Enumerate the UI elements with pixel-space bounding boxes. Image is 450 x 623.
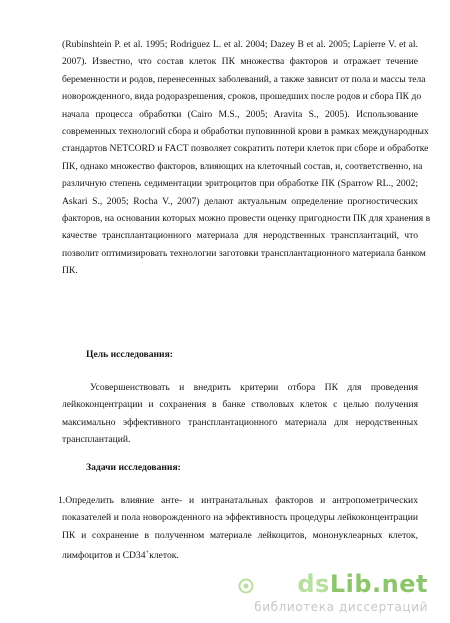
text-line: Askari S., 2005; Rocha V., 2007) делают актуальным определение прогностических (62, 195, 418, 207)
text-line: 2007). Известно, что состав клеток ПК множества факторов и отражает течение (62, 56, 418, 68)
text-line: современных технологий сбора и обработки пуповинной крови в рамках международных (62, 125, 429, 137)
text-line: ПК. (62, 265, 78, 277)
text-line: лейкоконцентрации и сохранения в банке стволовых клеток с целью получения (62, 399, 418, 411)
text-line: (Rubinshtein P. et al. 1995; Rodriguez L. et al. 2004; Dazey B et al. 2005; Lapierre V. et al. (62, 39, 418, 50)
text-line: качестве трансплантационного материала для неродственных трансплантаций, что (62, 230, 418, 242)
text-line: беременности и родов, перенесенных заболеваний, а также зависит от пола и массы тела (62, 73, 426, 85)
text-line: ПК, однако множество факторов, влияющих на клеточный состав, и, соответственно, на (62, 160, 423, 172)
dslib-logo-icon (238, 578, 254, 594)
watermark-subtitle: библиотека диссертаций (254, 600, 428, 614)
text-line: Усовершенствовать и внедрить критерии отбора ПК для проведения (90, 382, 418, 393)
text-line: показателей и пола новорожденного на эффективность процедуры лейкоконцентрации (62, 512, 418, 524)
goal-paragraph (62, 379, 418, 449)
task1-last-prefix: лимфоцитов и CD34 (62, 550, 146, 562)
tasks-heading: Задачи исследования: (86, 462, 181, 473)
text-line: стандартов NETCORD и FACT позволяет сократить потери клеток при сборе и обработке (62, 143, 429, 155)
paragraph-intro (62, 36, 431, 279)
watermark (238, 570, 428, 618)
task-1-paragraph (58, 492, 418, 562)
text-line: различную степень седиментации эритроцитов при обработке ПК (Sparrow RL., 2002; (62, 178, 418, 190)
text-line: 1.Определить влияние анте- и интранатальных факторов и антропометрических (58, 495, 418, 506)
watermark-logo-part1: ds (297, 570, 330, 598)
text-line: начала процесса обработки (Cairo M.S., 2005; Aravita S., 2005). Использование (62, 108, 418, 120)
watermark-logo-part2: Lib.net (329, 570, 428, 598)
text-line: трансплантаций. (62, 434, 131, 446)
text-line: максимально эффективного трансплантационного материала для неродственных (62, 416, 418, 428)
text-line: факторов, на основании которых можно провести оценку пригодности ПК для хранения в (62, 212, 431, 224)
text-line (58, 544, 418, 561)
task1-last-suffix: клеток. (149, 550, 179, 562)
goal-heading: Цель исследования: (86, 349, 173, 360)
watermark-logo (297, 570, 428, 598)
text-line: новорожденного, вида родоразрешения, сроков, прошедших после родов и сбора ПК до (62, 91, 422, 103)
text-line: ПК и сохранение в полученном материале лейкоцитов, мононуклеарных клеток, (62, 529, 418, 541)
superscript-plus: + (145, 549, 150, 557)
text-line: позволит оптимизировать технологии заготовки трансплантационного материала банком (62, 247, 426, 259)
